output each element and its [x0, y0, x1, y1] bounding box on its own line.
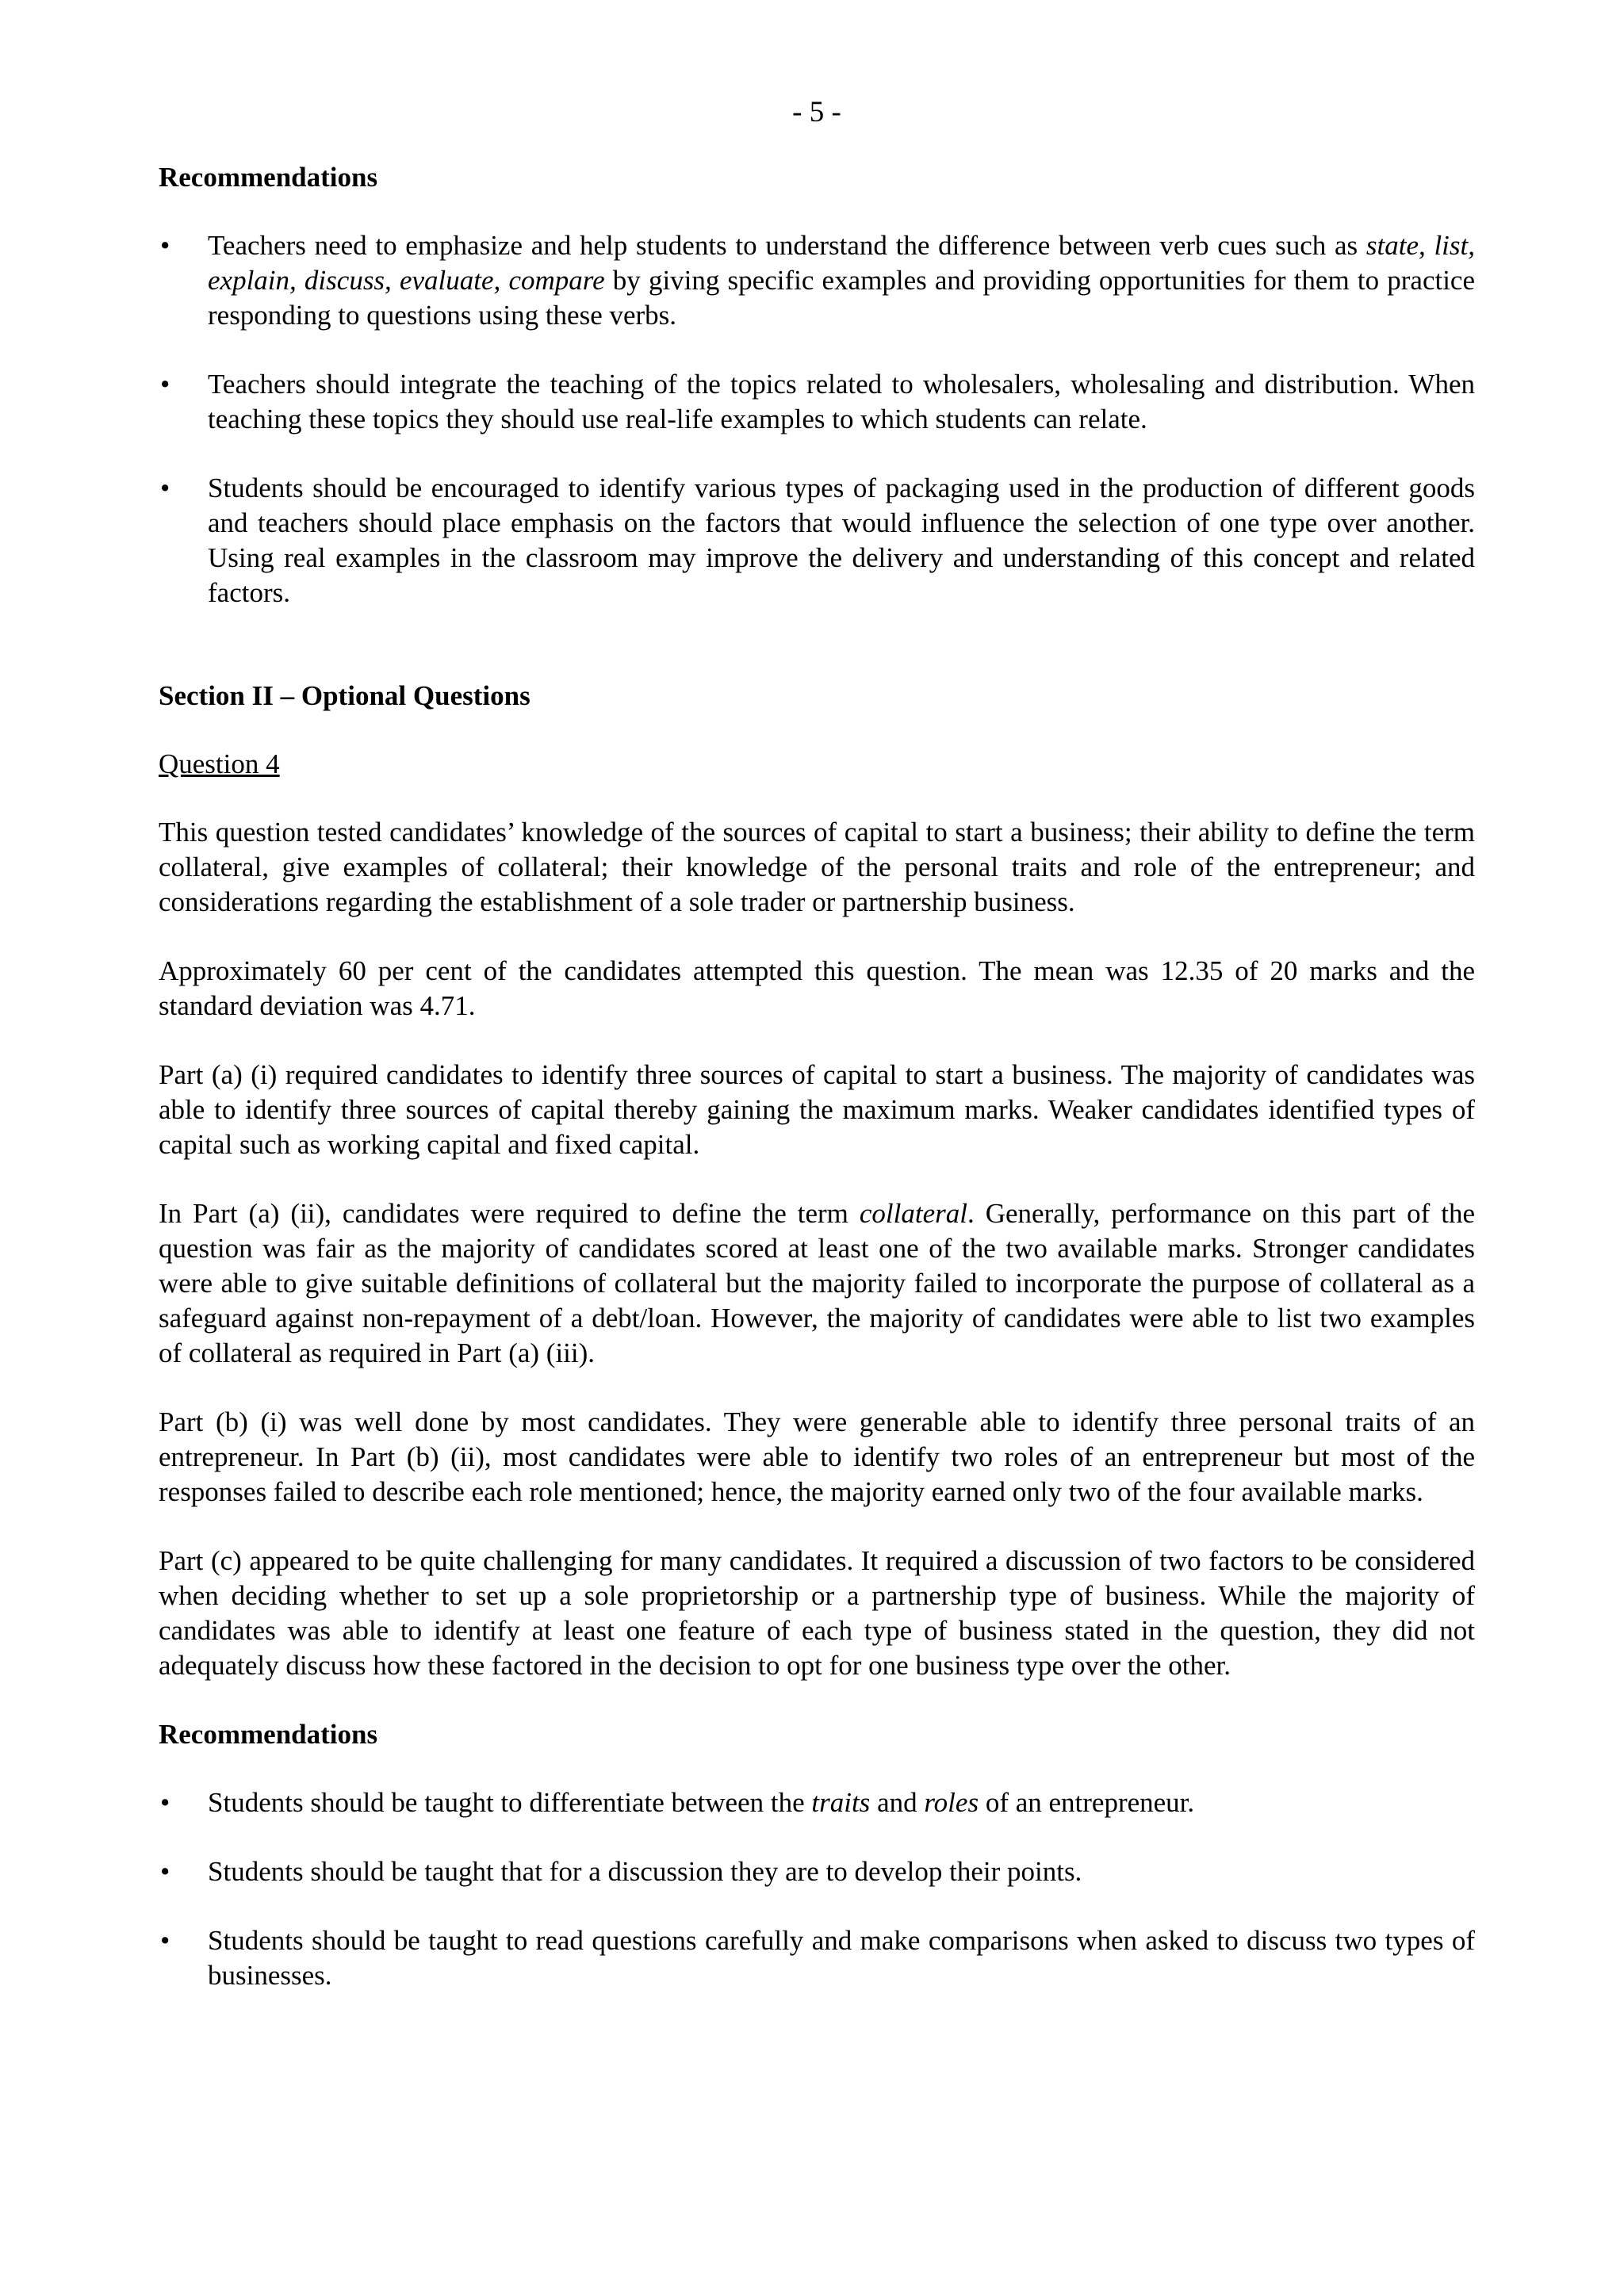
paragraph: Part (c) appeared to be quite challenging for many candidates. It required a discussion of two factors to be considered when deciding whether to set up a sole proprietorship or a partnership type of business. While the majority of candidates was able to identify at least one feature of each type of business stated in the question, they did not adequately discuss how these factored in the decision to opt for one business type over the other.	[159, 1545, 1475, 1681]
recommendations-heading: Recommendations	[159, 1719, 378, 1750]
paragraph: In Part (a) (ii), candidates were required to define the term collateral. Generally, performance on this part of the question was fair as the majority of candidates scored at least one of the two available marks. Stronger candidates were able to give suitable definitions of collateral but the majority failed to incorporate the purpose of collateral as a safeguard against non-repayment of a debt/loan. However, the majority of candidates were able to list two examples of collateral as required in Part (a) (iii).	[159, 1198, 1475, 1368]
paragraph: Part (b) (i) was well done by most candidates. They were generable able to identify three personal traits of an entrepreneur. In Part (b) (ii), most candidates were able to identify two roles of an entrepreneur but most of the responses failed to describe each role mentioned; hence, the majority earned only two of the four available marks.	[159, 1406, 1475, 1507]
page-number: - 5 -	[792, 96, 841, 128]
bullet-icon: •	[160, 1787, 170, 1818]
section-heading: Section II – Optional Questions	[159, 680, 530, 711]
list-item-text: Students should be taught to differentiate between the traits and roles of an entrepreneur.	[208, 1787, 1195, 1818]
list-item	[159, 1923, 1475, 1993]
list-item	[159, 1785, 1475, 1820]
list-item	[159, 228, 1475, 333]
recommendations-list	[159, 1785, 1475, 1993]
paragraph: This question tested candidates’ knowledge of the sources of capital to start a business; their ability to define the term collateral, give examples of collateral; their knowledge of the personal traits and role of the entrepreneur; and considerations regarding the establishment of a sole trader or partnership business.	[159, 817, 1475, 917]
recommendations-heading: Recommendations	[159, 162, 378, 193]
bullet-icon: •	[160, 1856, 170, 1887]
list-item-text: Students should be encouraged to identify various types of packaging used in the production of different goods and teachers should place emphasis on the factors that would influence the selection of one type over another. Using real examples in the classroom may improve the delivery and understanding of this concept and related factors.	[208, 473, 1475, 608]
list-item-text: Teachers should integrate the teaching of the topics related to wholesalers, wholesaling and distribution. When teaching these topics they should use real-life examples to which students can relate.	[208, 369, 1475, 434]
list-item-text: Students should be taught to read questions carefully and make comparisons when asked to discuss two types of businesses.	[208, 1925, 1475, 1991]
list-item	[159, 1854, 1475, 1889]
section-spacer	[159, 644, 1475, 679]
paragraph: Part (a) (i) required candidates to identify three sources of capital to start a business. The majority of candidates was able to identify three sources of capital thereby gaining the maximum marks. Weaker candidates identified types of capital such as working capital and fixed capital.	[159, 1059, 1475, 1160]
list-item-text: Students should be taught that for a discussion they are to develop their points.	[208, 1856, 1082, 1887]
recommendations-list	[159, 228, 1475, 610]
bullet-icon: •	[160, 230, 170, 261]
list-item-text: Teachers need to emphasize and help students to understand the difference between verb cues such as state, list, explain, discuss, evaluate, compare by giving specific examples and providing opportunities for them to practice responding to questions using these verbs.	[208, 230, 1475, 331]
list-item	[159, 367, 1475, 437]
document-page	[159, 95, 1475, 2026]
bullet-icon: •	[160, 369, 170, 400]
question-label: Question 4	[159, 748, 280, 779]
bullet-icon: •	[160, 473, 170, 503]
bullet-icon: •	[160, 1925, 170, 1956]
paragraph: Approximately 60 per cent of the candidates attempted this question. The mean was 12.35 of 20 marks and the standard deviation was 4.71.	[159, 955, 1475, 1021]
list-item	[159, 471, 1475, 610]
